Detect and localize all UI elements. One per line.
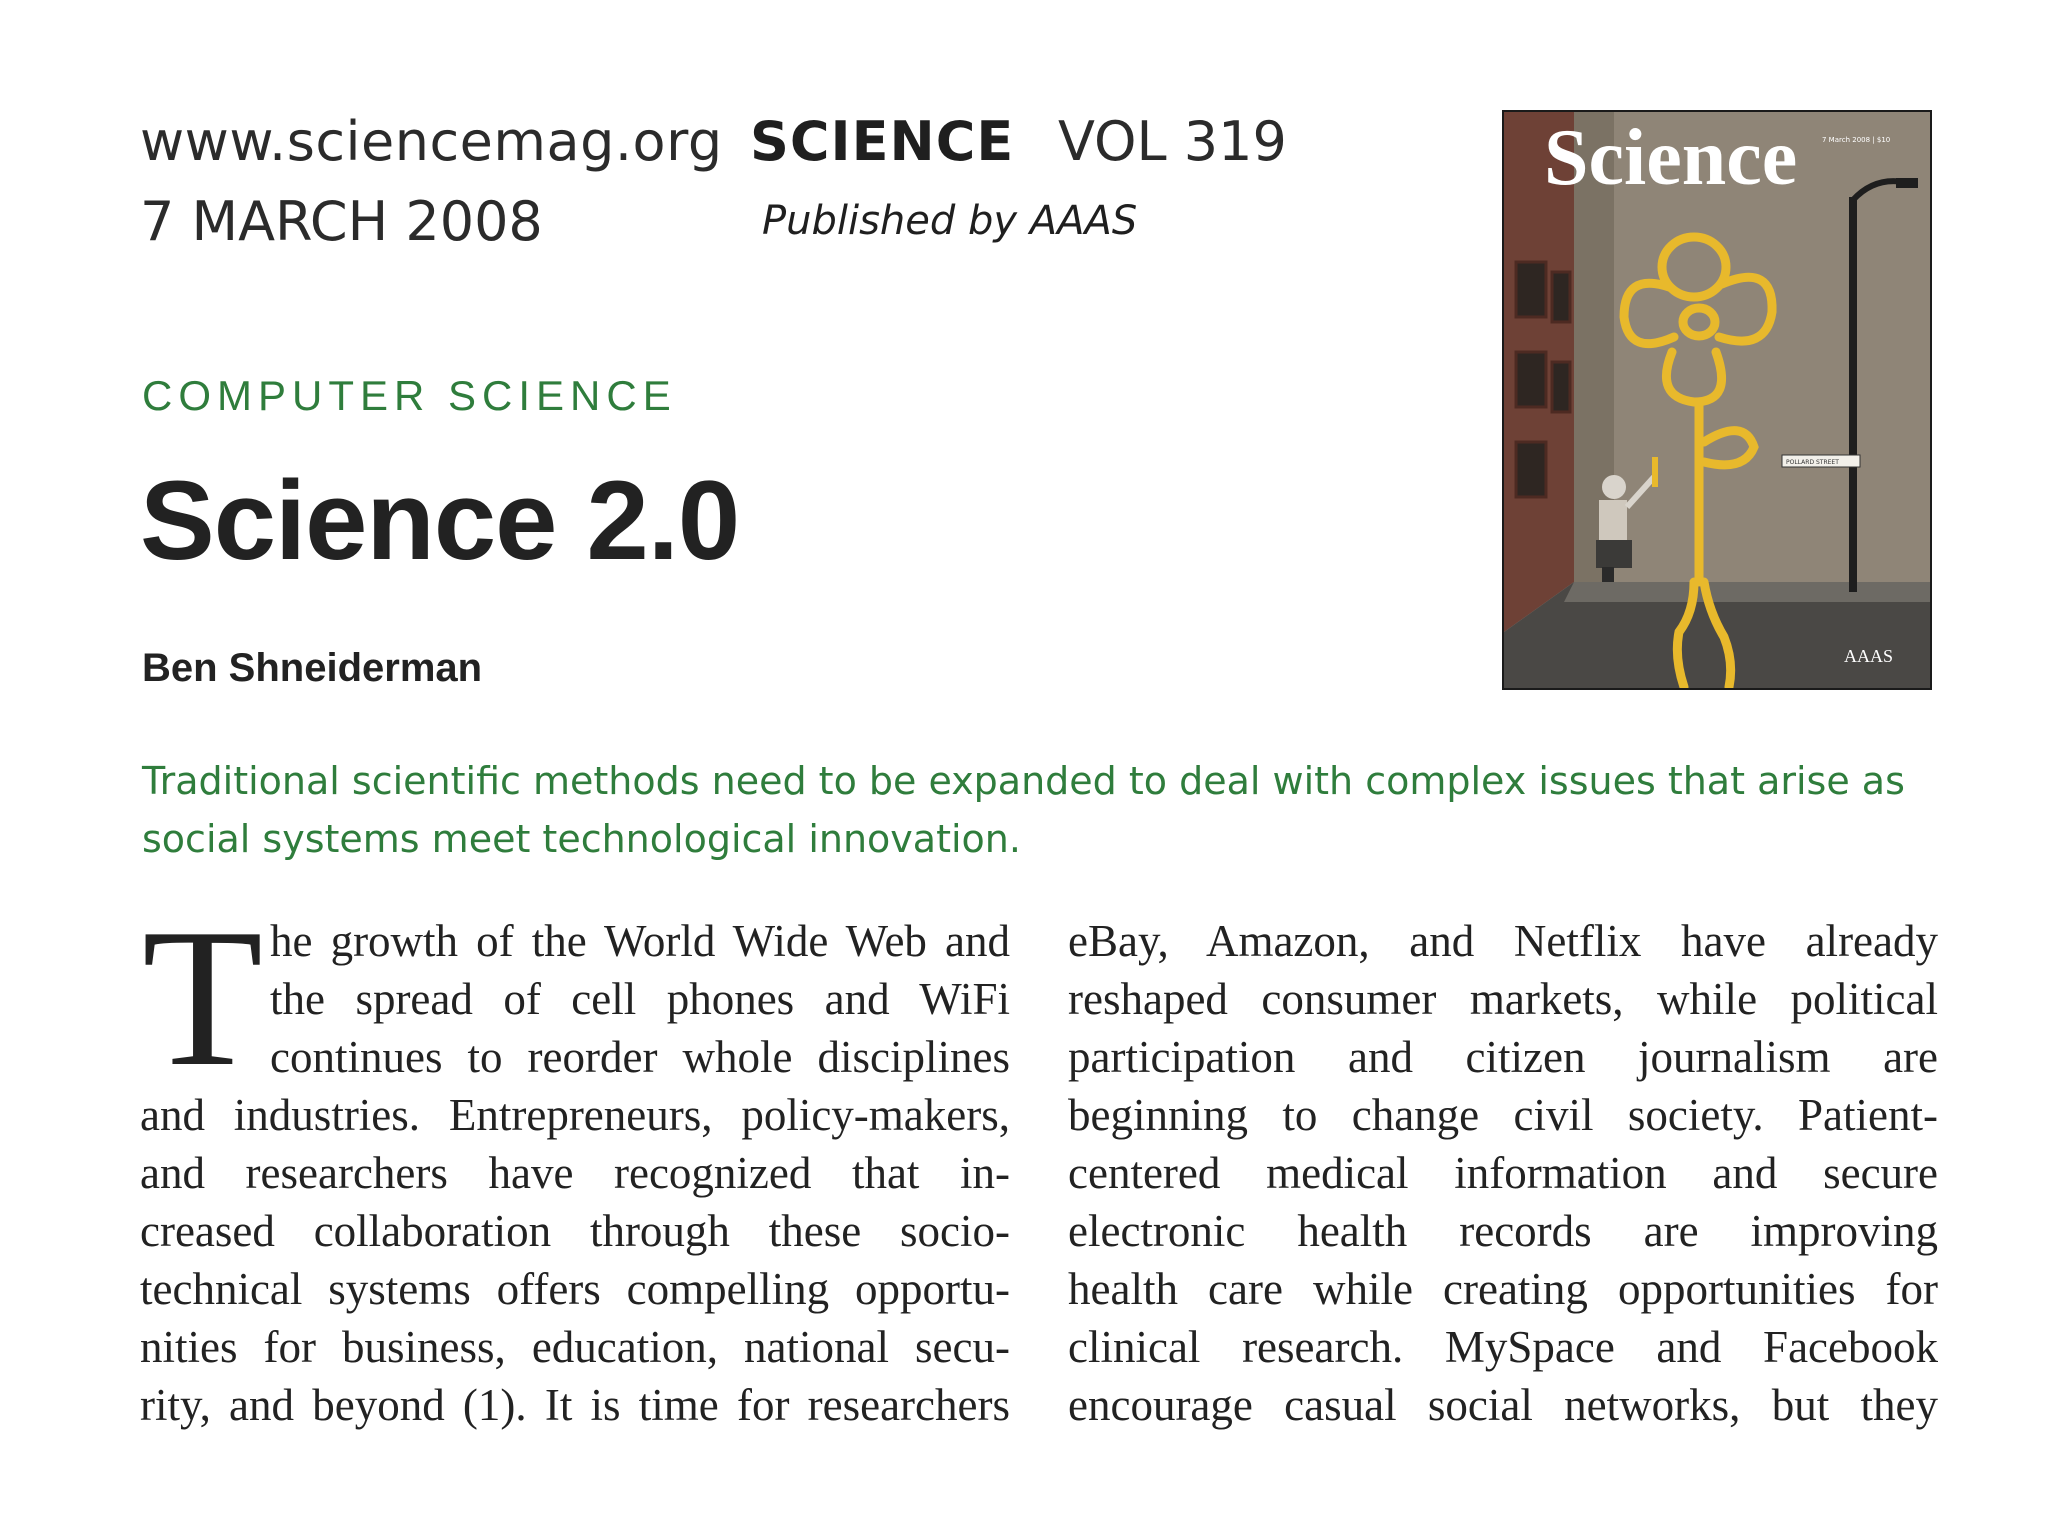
drop-cap: T [142,888,263,1107]
magazine-cover-image [1502,110,1932,690]
body-line: technical systems offers compelling opportu- [140,1264,1010,1314]
body-line: electronic health records are improving [1068,1206,1938,1256]
article-standfirst: Traditional scientific methods need to be expanded to deal with complex issues that arise as social systems meet technological innovation. [142,759,1905,861]
body-column-left [140,888,1010,1434]
body-line: the spread of cell phones and WiFi [270,974,1010,1024]
journal-name: SCIENCE [750,110,1015,173]
cover-issue-line: 7 March 2008 | $10 [1822,136,1891,144]
body-line: he growth of the World Wide Web and [270,916,1010,966]
body-line: reshaped consumer markets, while political [1068,974,1938,1024]
body-line: clinical research. MySpace and Facebook [1068,1322,1938,1372]
body-line: beginning to change civil society. Patient- [1068,1090,1938,1140]
journal-url[interactable]: www.sciencemag.org [140,110,723,173]
body-line: nities for business, education, national secu- [140,1322,1010,1372]
body-line: rity, and beyond (1). It is time for researchers [140,1380,1010,1430]
journal-header [140,110,1340,270]
cover-street-sign: POLLARD STREET [1786,459,1839,466]
body-line: continues to reorder whole disciplines [270,1032,1010,1082]
article-author: Ben Shneiderman [142,646,483,690]
issue-date: 7 MARCH 2008 [140,190,543,253]
body-line: eBay, Amazon, and Netflix have already [1068,916,1938,966]
body-line: centered medical information and secure [1068,1148,1938,1198]
body-column-right [1068,912,1938,1434]
body-line: creased collaboration through these socio- [140,1206,1010,1256]
body-line: and researchers have recognized that in- [140,1148,1010,1198]
body-line: and industries. Entrepreneurs, policy-makers, [140,1090,1010,1140]
publisher-line: Published by AAAS [762,198,1138,244]
section-label: COMPUTER SCIENCE [142,372,677,419]
article-title: Science 2.0 [140,458,740,583]
body-line: encourage casual social networks, but they [1068,1380,1938,1430]
cover-publisher-mark: AAAS [1844,646,1894,666]
cover-masthead: Science [1544,114,1798,202]
body-line: participation and citizen journalism are [1068,1032,1938,1082]
journal-volume: VOL 319 [1058,110,1287,173]
body-line: health care while creating opportunities for [1068,1264,1938,1314]
